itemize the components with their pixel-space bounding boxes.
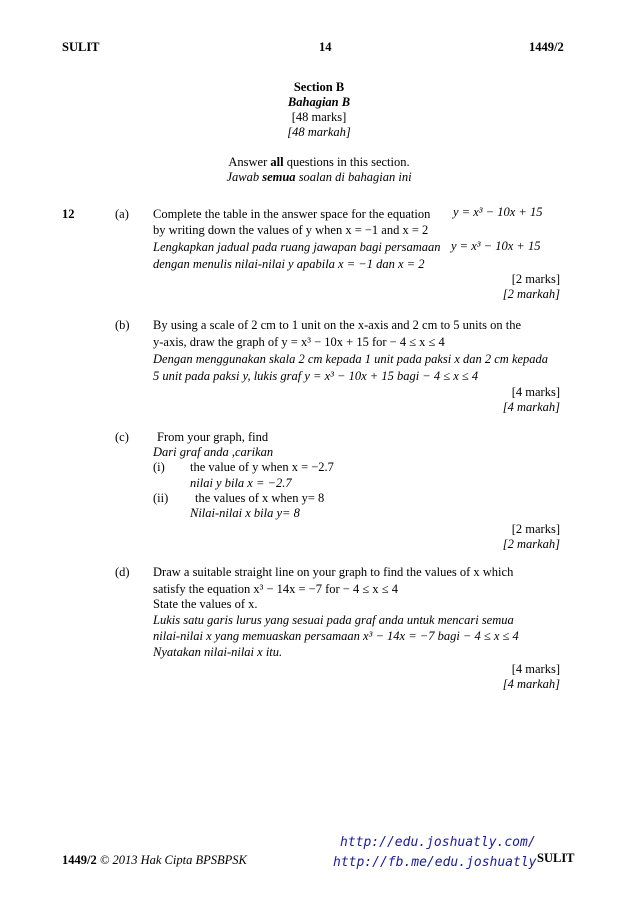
part-b-label: (b) — [115, 318, 130, 332]
part-d-line4: Lukis satu garis lurus yang sesuai pada graf anda untuk mencari semua — [153, 613, 514, 627]
part-d-line2: satisfy the equation x³ − 14x = −7 for − 4 ≤ x ≤ 4 — [153, 582, 398, 596]
part-a-line2: by writing down the values of y when x = −1 and x = 2 — [153, 223, 429, 237]
question-number: 12 — [62, 207, 75, 221]
part-b-line2: y-axis, draw the graph of y = x³ − 10x + 15 for − 4 ≤ x ≤ 4 — [153, 335, 445, 349]
section-title: Section B — [293, 80, 345, 94]
instruction: Answer all questions in this section. — [228, 155, 410, 169]
part-a-equation-ms: y = x³ − 10x + 15 — [451, 239, 541, 253]
part-d-label: (d) — [115, 565, 130, 579]
part-c-sub-i-ms: nilai y bila x = −2.7 — [190, 476, 292, 490]
part-a-label: (a) — [115, 207, 129, 221]
part-b-marks: [4 marks] — [511, 385, 560, 399]
part-b-line4: 5 unit pada paksi y, lukis graf y = x³ − 10x + 15 bagi − 4 ≤ x ≤ 4 — [153, 369, 479, 383]
part-c-sub-i-label: (i) — [153, 460, 165, 474]
part-c-marks: [2 marks] — [511, 522, 560, 536]
part-c-sub-i-text: the value of y when x = −2.7 — [190, 460, 334, 474]
part-c-label: (c) — [115, 430, 129, 444]
footer-copyright: 1449/2 © 2013 Hak Cipta BPSBPSK — [62, 853, 247, 867]
part-c-line1: From your graph, find — [157, 430, 269, 444]
part-d-line5: nilai-nilai x yang memuaskan persamaan x³ − 14x = −7 bagi − 4 ≤ x ≤ 4 — [153, 629, 519, 643]
part-c-sub-ii-text: the values of x when y= 8 — [195, 491, 325, 505]
part-a-line1: Complete the table in the answer space for the equation — [153, 207, 431, 221]
section-title-ms: Bahagian B — [287, 95, 351, 109]
part-b-line1: By using a scale of 2 cm to 1 unit on the x-axis and 2 cm to 5 units on the — [153, 318, 521, 332]
part-a-marks: [2 marks] — [511, 272, 560, 286]
section-marks: [48 marks] — [291, 110, 347, 124]
part-c-marks-ms: [2 markah] — [502, 537, 560, 551]
part-d-line3: State the values of x. — [153, 597, 258, 611]
part-d-line6: Nyatakan nilai-nilai x itu. — [153, 645, 283, 659]
part-d-marks-ms: [4 markah] — [502, 677, 560, 691]
part-d-marks: [4 marks] — [511, 662, 560, 676]
page-number: 14 — [319, 40, 332, 54]
part-c-sub-ii-label: (ii) — [153, 491, 169, 505]
header-right: 1449/2 — [529, 40, 564, 54]
instruction-ms: Jawab semua soalan di bahagian ini — [226, 170, 412, 184]
part-a-equation: y = x³ − 10x + 15 — [453, 205, 543, 219]
footer-right: SULIT — [537, 851, 575, 865]
section-marks-ms: [48 markah] — [287, 125, 351, 139]
part-a-marks-ms: [2 markah] — [502, 287, 560, 301]
part-c-sub-ii-ms: Nilai-nilai x bila y= 8 — [190, 506, 300, 520]
part-a-line3: Lengkapkan jadual pada ruang jawapan bagi persamaan — [153, 240, 441, 254]
part-c-line2: Dari graf anda ,carikan — [153, 445, 274, 459]
header-left: SULIT — [62, 40, 100, 54]
part-d-line1: Draw a suitable straight line on your graph to find the values of x which — [153, 565, 514, 579]
part-b-line3: Dengan menggunakan skala 2 cm kepada 1 unit pada paksi x dan 2 cm kepada — [153, 352, 549, 366]
part-a-line4: dengan menulis nilai-nilai y apabila x = −1 dan x = 2 — [153, 257, 425, 271]
part-b-marks-ms: [4 markah] — [502, 400, 560, 414]
footer-url-2[interactable]: http://fb.me/edu.joshuatly — [333, 855, 537, 870]
footer-url-1[interactable]: http://edu.joshuatly.com/ — [340, 835, 536, 850]
